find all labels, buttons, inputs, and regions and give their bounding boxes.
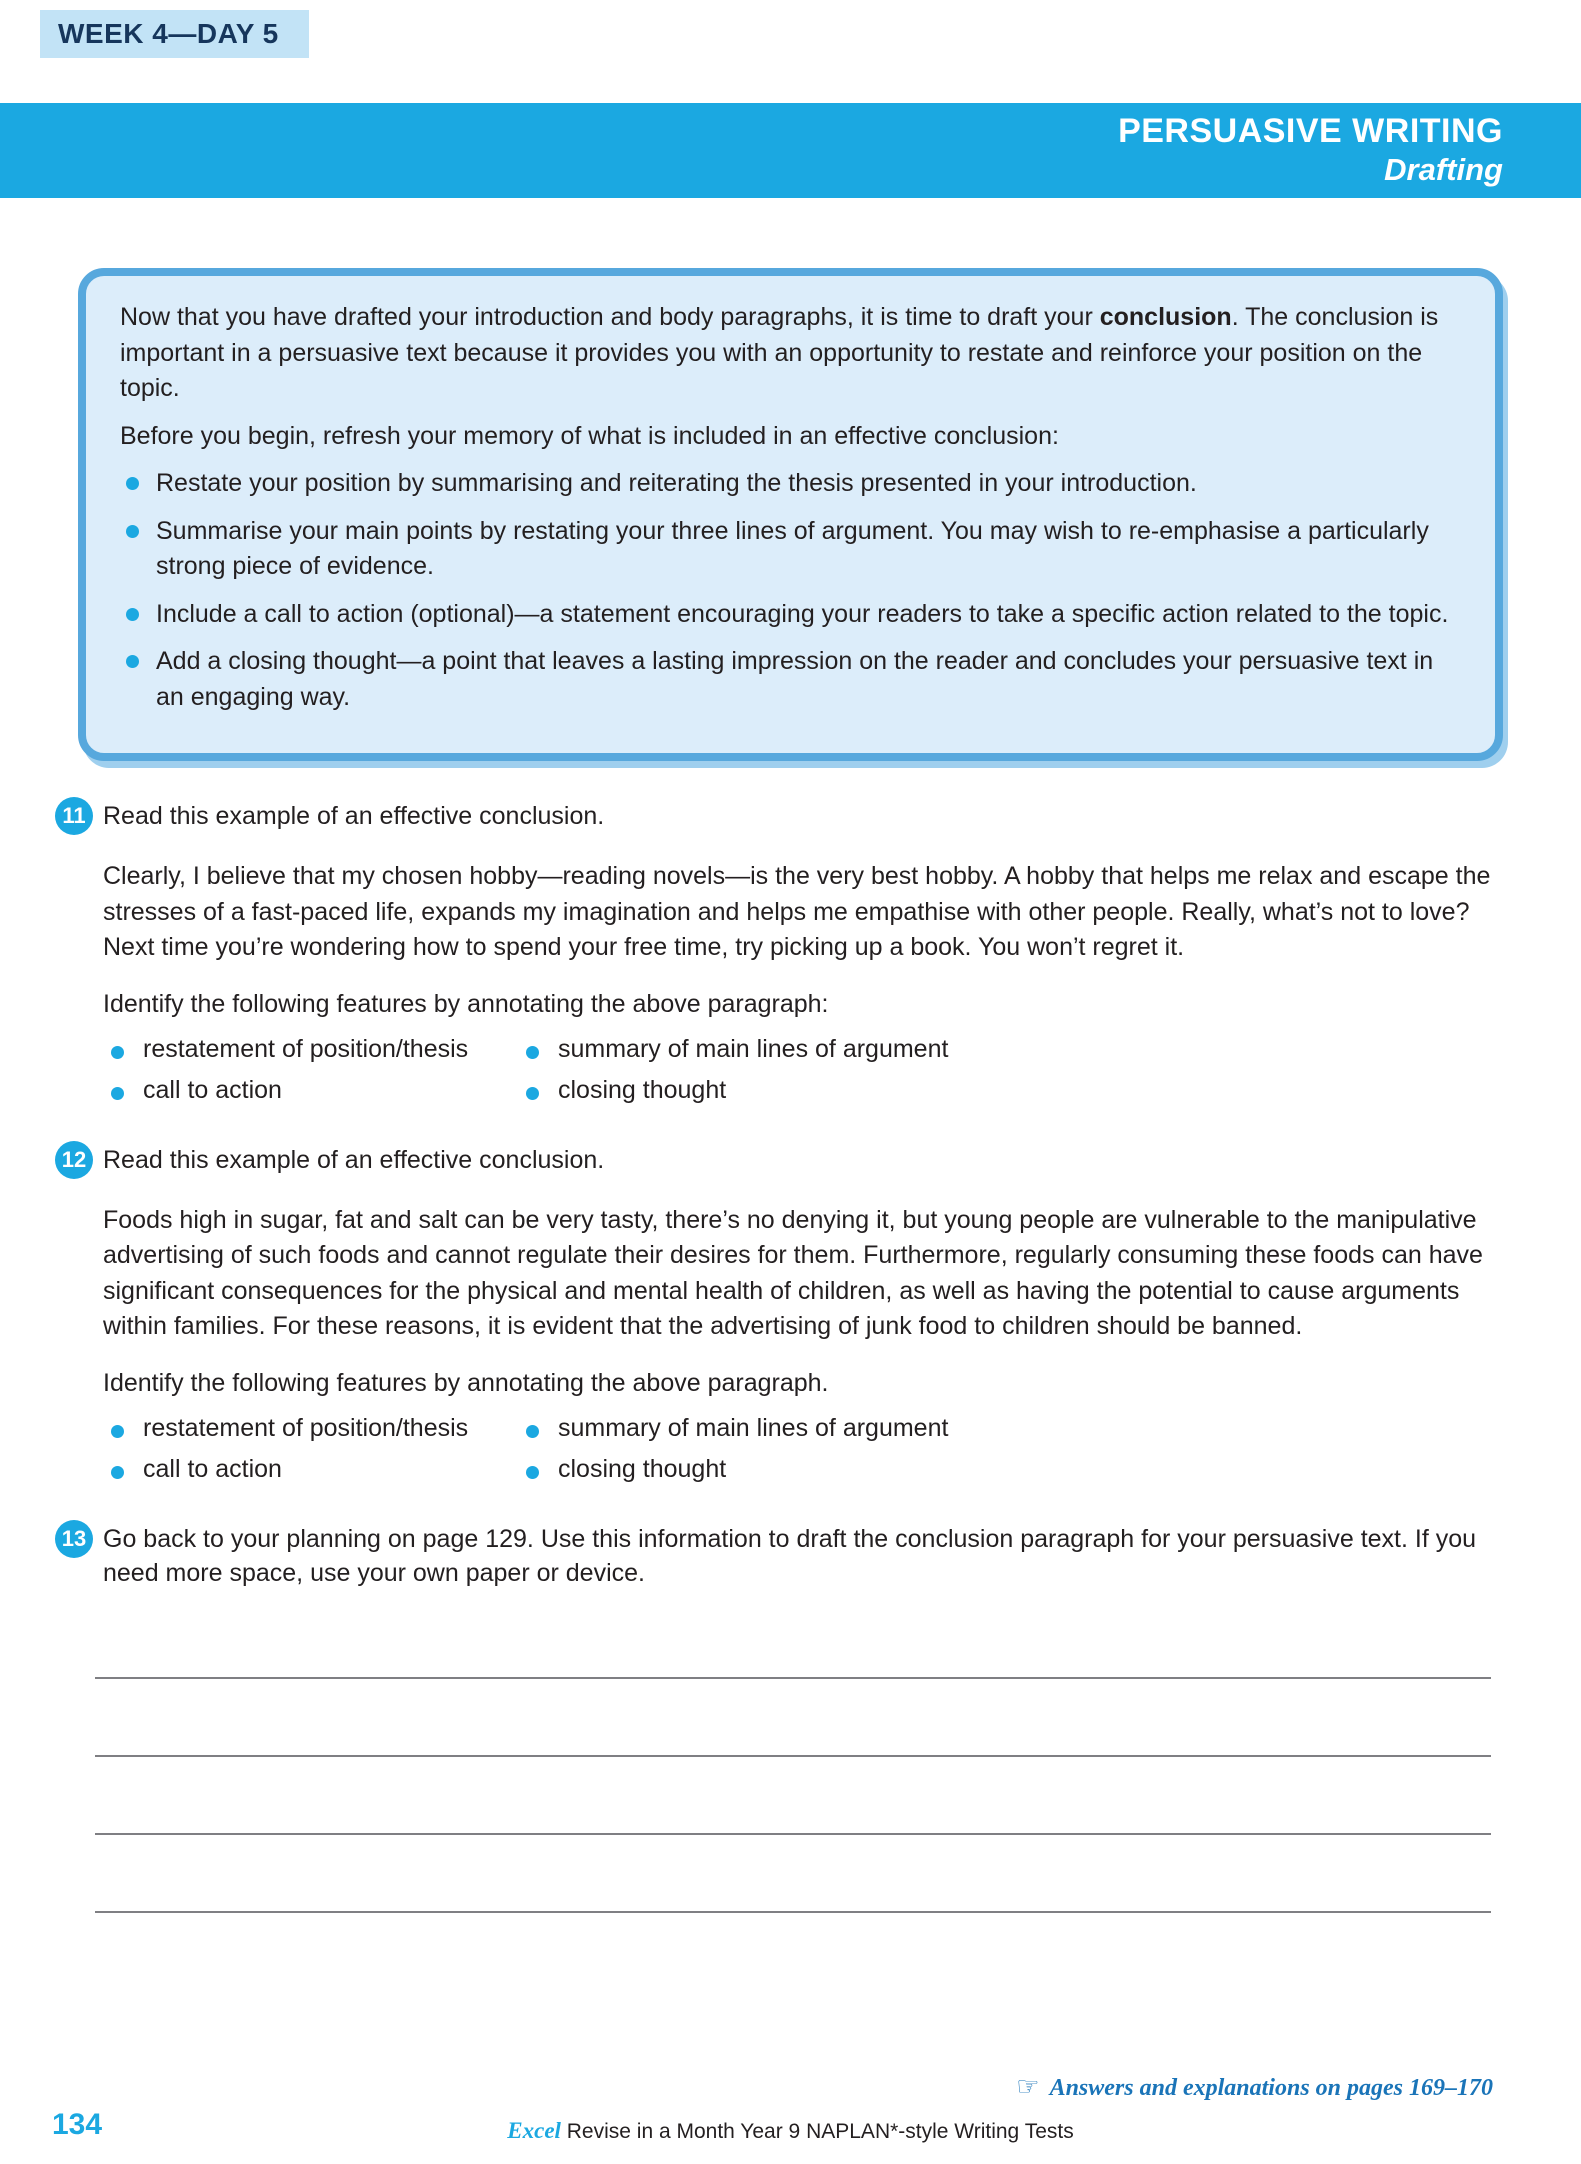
info-bullet-list (120, 466, 1461, 715)
question-number-badge: 13 (55, 1520, 93, 1558)
bullet-text: Restate your position by summarising and reiterating the thesis presented in your introduction. (156, 469, 1197, 497)
page-content (0, 198, 1581, 1913)
info-intro-post: . The conclusion is important in a persuasive text because it provides you with an opportunity to restate and reinforce your position on the topic. (120, 303, 1439, 402)
feature-item (518, 1076, 1503, 1105)
feature-label: closing thought (558, 1075, 727, 1104)
identify-instruction: Identify the following features by annotating the above paragraph: (103, 989, 829, 1018)
banner-title: PERSUASIVE WRITING (1118, 112, 1503, 150)
bullet-icon (126, 477, 139, 490)
question-head (55, 799, 1503, 835)
feature-item (103, 1035, 518, 1064)
question-head (55, 1522, 1503, 1591)
question-11 (55, 799, 1503, 1105)
info-box (78, 268, 1503, 761)
feature-label: summary of main lines of argument (558, 1034, 949, 1063)
bullet-icon (126, 608, 139, 621)
features-list (103, 1414, 1503, 1484)
bullet-icon (126, 655, 139, 668)
bullet-icon (111, 1046, 124, 1059)
bullet-text: Include a call to action (optional)—a statement encouraging your readers to take a specific action related to the topic. (156, 599, 1449, 628)
question-prompt: Read this example of an effective conclusion. (103, 1145, 605, 1174)
bullet-icon (111, 1425, 124, 1438)
question-prompt: Read this example of an effective conclusion. (103, 802, 605, 830)
feature-item (103, 1076, 518, 1105)
writing-line[interactable] (95, 1757, 1491, 1835)
feature-label: restatement of position/thesis (143, 1413, 469, 1442)
writing-line[interactable] (95, 1621, 1491, 1679)
example-paragraph: Foods high in sugar, fat and salt can be very tasty, there’s no denying it, but young people are vulnerable to the manipulative advertising of such foods and cannot regulate their desires for them. Furthermore, regularly consuming these foods can have significant consequences for the physical and mental health of children, as well as having the potential to cause arguments within families. For these reasons, it is evident that the advertising of junk food to children should be banned. (103, 1205, 1483, 1340)
info-intro-bold: conclusion (1099, 303, 1232, 331)
question-12 (55, 1143, 1503, 1484)
info-refresh-line: Before you begin, refresh your memory of what is included in an effective conclusion: (120, 421, 1059, 450)
writing-line[interactable] (95, 1679, 1491, 1757)
info-intro (120, 300, 1461, 407)
answers-note (1016, 2072, 1493, 2102)
question-number-badge: 11 (55, 797, 93, 835)
week-day-tab: WEEK 4—DAY 5 (40, 10, 309, 58)
footer-credit (0, 2118, 1581, 2144)
brand-name: Excel (507, 2118, 561, 2143)
list-item (120, 597, 1461, 633)
bullet-icon (111, 1087, 124, 1100)
info-intro-pre: Now that you have drafted your introduction and body paragraphs, it is time to draft your (120, 303, 1100, 331)
feature-item (103, 1455, 518, 1484)
bullet-icon (526, 1425, 539, 1438)
pointing-hand-icon: ☞ (1016, 2072, 1040, 2101)
section-banner (0, 103, 1581, 198)
bullet-icon (526, 1087, 539, 1100)
feature-item (518, 1414, 1503, 1443)
feature-item (518, 1455, 1503, 1484)
feature-item (518, 1035, 1503, 1064)
banner-subtitle: Drafting (1384, 152, 1503, 187)
question-number-badge: 12 (55, 1141, 93, 1179)
list-item (120, 466, 1461, 502)
feature-label: closing thought (558, 1454, 727, 1483)
feature-label: call to action (143, 1075, 282, 1104)
list-item (120, 644, 1461, 715)
features-list (103, 1035, 1503, 1105)
question-head (55, 1143, 1503, 1179)
bullet-text: Summarise your main points by restating your three lines of argument. You may wish to re-emphasise a particularly strong piece of evidence. (156, 516, 1429, 580)
feature-label: summary of main lines of argument (558, 1413, 949, 1442)
bullet-icon (111, 1466, 124, 1479)
feature-item (103, 1414, 518, 1443)
question-13 (55, 1522, 1503, 1591)
writing-line[interactable] (95, 1835, 1491, 1913)
identify-instruction: Identify the following features by annotating the above paragraph. (103, 1368, 829, 1397)
feature-label: restatement of position/thesis (143, 1034, 469, 1063)
feature-label: call to action (143, 1454, 282, 1483)
bullet-icon (526, 1466, 539, 1479)
bullet-text: Add a closing thought—a point that leaves a lasting impression on the reader and concludes your persuasive text in an engaging way. (156, 647, 1434, 711)
credit-text: Revise in a Month Year 9 NAPLAN*-style Writing Tests (560, 2120, 1074, 2143)
bullet-icon (526, 1046, 539, 1059)
example-paragraph: Clearly, I believe that my chosen hobby—reading novels—is the very best hobby. A hobby that helps me relax and escape the stresses of a fast-paced life, expands my imagination and helps me empathise with other people. Really, what’s not to love? Next time you’re wondering how to spend your free time, try picking up a book. You won’t regret it. (103, 862, 1491, 961)
bullet-icon (126, 525, 139, 538)
writing-area (95, 1621, 1491, 1913)
answers-note-text: Answers and explanations on pages 169–170 (1049, 2075, 1493, 2101)
question-prompt: Go back to your planning on page 129. Use this information to draft the conclusion paragraph for your persuasive text. If you need more space, use your own paper or device. (103, 1524, 1477, 1587)
page-number: 134 (52, 2108, 103, 2141)
list-item (120, 514, 1461, 585)
